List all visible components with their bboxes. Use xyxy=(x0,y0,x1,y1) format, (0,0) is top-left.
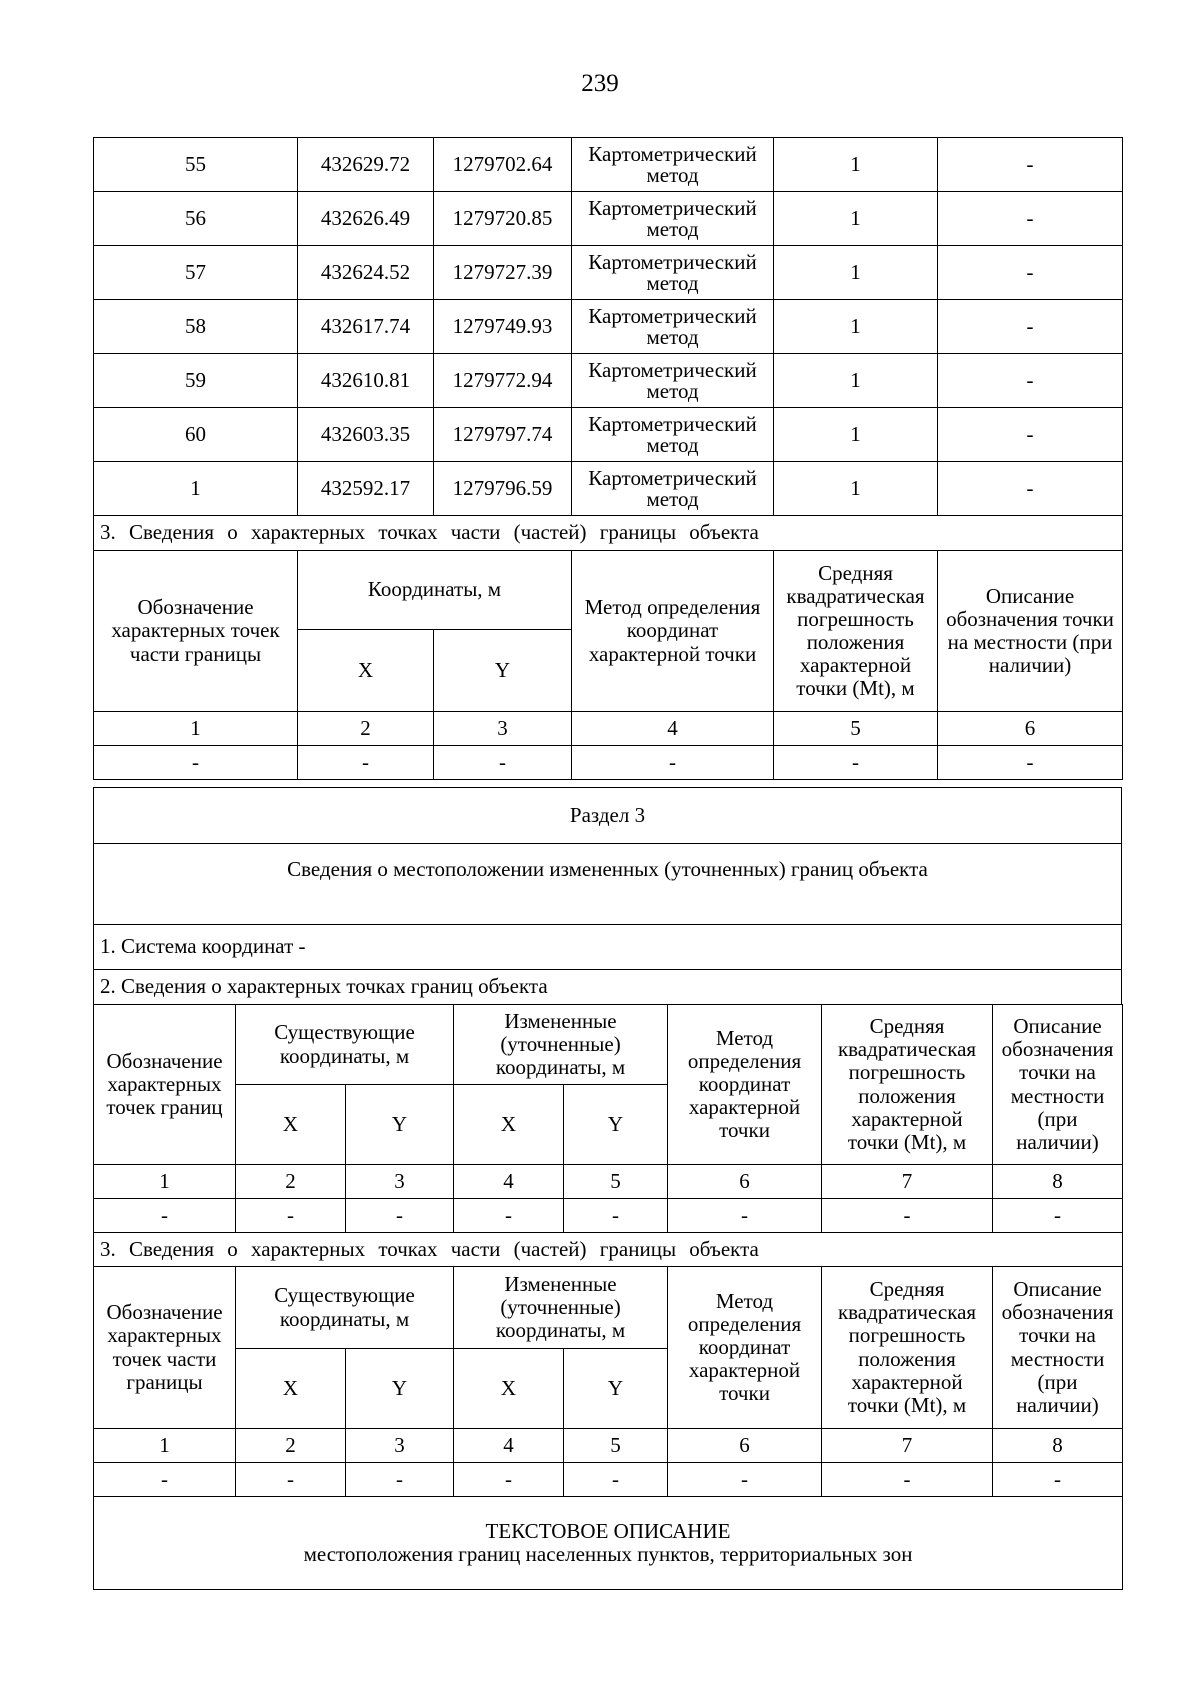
point-method-cell: Картометрический метод xyxy=(572,408,774,462)
col-number: 1 xyxy=(94,1165,236,1199)
col-number: 6 xyxy=(938,712,1123,746)
text-description-box xyxy=(94,1497,1123,1590)
empty-cell: - xyxy=(434,746,572,780)
col-number: 5 xyxy=(564,1165,668,1199)
empty-cell: - xyxy=(993,1463,1123,1497)
point-x-cell: 432617.74 xyxy=(298,300,434,354)
col-number: 6 xyxy=(668,1165,822,1199)
point-method-cell: Картометрический метод xyxy=(572,300,774,354)
header-description: Описание обозначения точки на местности (при наличии) xyxy=(993,1267,1123,1429)
point-method-cell: Картометрический метод xyxy=(572,354,774,408)
point-description-cell: - xyxy=(938,246,1123,300)
empty-cell: - xyxy=(822,1463,993,1497)
header-existing: Существующие координаты, м xyxy=(236,1005,454,1085)
point-y-cell: 1279727.39 xyxy=(434,246,572,300)
header-x: X xyxy=(298,630,434,712)
header-method: Метод определения координат характерной точки xyxy=(572,551,774,712)
point-x-cell: 432603.35 xyxy=(298,408,434,462)
point-y-cell: 1279797.74 xyxy=(434,408,572,462)
point-accuracy-cell: 1 xyxy=(774,138,938,192)
header-changed: Измененные (уточненные) координаты, м xyxy=(454,1267,668,1349)
point-y-cell: 1279702.64 xyxy=(434,138,572,192)
col-number: 3 xyxy=(434,712,572,746)
point-accuracy-cell: 1 xyxy=(774,300,938,354)
point-method-cell: Картометрический метод xyxy=(572,138,774,192)
point-description-cell: - xyxy=(938,462,1123,516)
table-row xyxy=(94,408,1123,462)
header-accuracy: Средняя квадратическая погрешность положения характерной точки (Mt), м xyxy=(822,1005,993,1165)
point-description-cell: - xyxy=(938,300,1123,354)
empty-cell: - xyxy=(564,1463,668,1497)
col-number: 3 xyxy=(346,1165,454,1199)
point-accuracy-cell: 1 xyxy=(774,462,938,516)
header-method: Метод определения координат характерной точки xyxy=(668,1267,822,1429)
point-y-cell: 1279720.85 xyxy=(434,192,572,246)
boundary-heading: 2. Сведения о характерных точках границ объекта xyxy=(94,970,1122,1005)
header-x: X xyxy=(454,1085,564,1165)
point-y-cell: 1279772.94 xyxy=(434,354,572,408)
col-number: 6 xyxy=(668,1429,822,1463)
point-accuracy-cell: 1 xyxy=(774,354,938,408)
col-number: 7 xyxy=(822,1429,993,1463)
col-number: 5 xyxy=(774,712,938,746)
header-changed: Измененные (уточненные) координаты, м xyxy=(454,1005,668,1085)
col-number: 8 xyxy=(993,1165,1123,1199)
point-num-cell: 60 xyxy=(94,408,298,462)
section-title: Раздел 3 xyxy=(94,788,1122,844)
empty-cell: - xyxy=(94,1199,236,1233)
coord-system: 1. Система координат - xyxy=(94,925,1122,970)
header-accuracy: Средняя квадратическая погрешность положения характерной точки (Mt), м xyxy=(822,1267,993,1429)
header-x: X xyxy=(236,1349,346,1429)
col-number: 5 xyxy=(564,1429,668,1463)
table-row xyxy=(94,462,1123,516)
empty-cell: - xyxy=(346,1463,454,1497)
point-x-cell: 432626.49 xyxy=(298,192,434,246)
section3-title-table xyxy=(93,787,1122,1005)
empty-cell: - xyxy=(454,1463,564,1497)
header-description: Описание обозначения точки на местности (при наличии) xyxy=(993,1005,1123,1165)
col-number: 8 xyxy=(993,1429,1123,1463)
col-number: 2 xyxy=(236,1165,346,1199)
point-description-cell: - xyxy=(938,138,1123,192)
empty-cell: - xyxy=(572,746,774,780)
header-description: Описание обозначения точки на местности (при наличии) xyxy=(938,551,1123,712)
empty-cell: - xyxy=(454,1199,564,1233)
empty-cell: - xyxy=(236,1199,346,1233)
table-row xyxy=(94,300,1123,354)
col-number: 1 xyxy=(94,712,298,746)
empty-cell: - xyxy=(668,1463,822,1497)
header-designation: Обозначение характерных точек границ xyxy=(94,1005,236,1165)
header-y: Y xyxy=(434,630,572,712)
point-method-cell: Картометрический метод xyxy=(572,462,774,516)
point-x-cell: 432610.81 xyxy=(298,354,434,408)
page-number: 239 xyxy=(581,70,619,97)
point-num-cell: 56 xyxy=(94,192,298,246)
point-num-cell: 59 xyxy=(94,354,298,408)
empty-cell: - xyxy=(94,1463,236,1497)
col-number: 4 xyxy=(572,712,774,746)
empty-cell: - xyxy=(993,1199,1123,1233)
point-y-cell: 1279796.59 xyxy=(434,462,572,516)
point-num-cell: 55 xyxy=(94,138,298,192)
header-coords: Координаты, м xyxy=(298,551,572,630)
point-method-cell: Картометрический метод xyxy=(572,192,774,246)
header-y: Y xyxy=(564,1349,668,1429)
point-x-cell: 432629.72 xyxy=(298,138,434,192)
header-y: Y xyxy=(346,1085,454,1165)
point-accuracy-cell: 1 xyxy=(774,246,938,300)
empty-cell: - xyxy=(938,746,1123,780)
text-description-subtitle: местоположения границ населенных пунктов, территориальных зон xyxy=(303,1542,913,1566)
text-description-title: ТЕКСТОВОЕ ОПИСАНИЕ xyxy=(485,1518,731,1543)
header-existing: Существующие координаты, м xyxy=(236,1267,454,1349)
empty-cell: - xyxy=(346,1199,454,1233)
header-designation: Обозначение характерных точек части границы xyxy=(94,1267,236,1429)
col-number: 1 xyxy=(94,1429,236,1463)
col-number: 2 xyxy=(298,712,434,746)
col-number: 3 xyxy=(346,1429,454,1463)
header-accuracy: Средняя квадратическая погрешность положения характерной точки (Mt), м xyxy=(774,551,938,712)
point-description-cell: - xyxy=(938,408,1123,462)
table-row xyxy=(94,138,1123,192)
point-accuracy-cell: 1 xyxy=(774,192,938,246)
empty-cell: - xyxy=(564,1199,668,1233)
points-table xyxy=(93,137,1123,780)
point-description-cell: - xyxy=(938,192,1123,246)
header-designation: Обозначение характерных точек части границы xyxy=(94,551,298,712)
empty-cell: - xyxy=(668,1199,822,1233)
point-method-cell: Картометрический метод xyxy=(572,246,774,300)
part-heading: 3. Сведения о характерных точках части (частей) границы объекта xyxy=(94,516,1123,551)
empty-cell: - xyxy=(822,1199,993,1233)
point-y-cell: 1279749.93 xyxy=(434,300,572,354)
point-accuracy-cell: 1 xyxy=(774,408,938,462)
point-num-cell: 58 xyxy=(94,300,298,354)
empty-cell: - xyxy=(236,1463,346,1497)
header-y: Y xyxy=(346,1349,454,1429)
col-number: 2 xyxy=(236,1429,346,1463)
point-x-cell: 432592.17 xyxy=(298,462,434,516)
table-row xyxy=(94,192,1123,246)
point-description-cell: - xyxy=(938,354,1123,408)
empty-cell: - xyxy=(774,746,938,780)
section-subtitle: Сведения о местоположении измененных (уточненных) границ объекта xyxy=(94,844,1122,925)
part-heading: 3. Сведения о характерных точках части (частей) границы объекта xyxy=(94,1233,1123,1267)
point-num-cell: 57 xyxy=(94,246,298,300)
point-x-cell: 432624.52 xyxy=(298,246,434,300)
header-x: X xyxy=(236,1085,346,1165)
table-row xyxy=(94,354,1123,408)
header-method: Метод определения координат характерной точки xyxy=(668,1005,822,1165)
header-y: Y xyxy=(564,1085,668,1165)
col-number: 4 xyxy=(454,1429,564,1463)
header-x: X xyxy=(454,1349,564,1429)
boundary-table xyxy=(93,1004,1123,1590)
col-number: 4 xyxy=(454,1165,564,1199)
empty-cell: - xyxy=(94,746,298,780)
point-num-cell: 1 xyxy=(94,462,298,516)
table-row xyxy=(94,246,1123,300)
empty-cell: - xyxy=(298,746,434,780)
col-number: 7 xyxy=(822,1165,993,1199)
